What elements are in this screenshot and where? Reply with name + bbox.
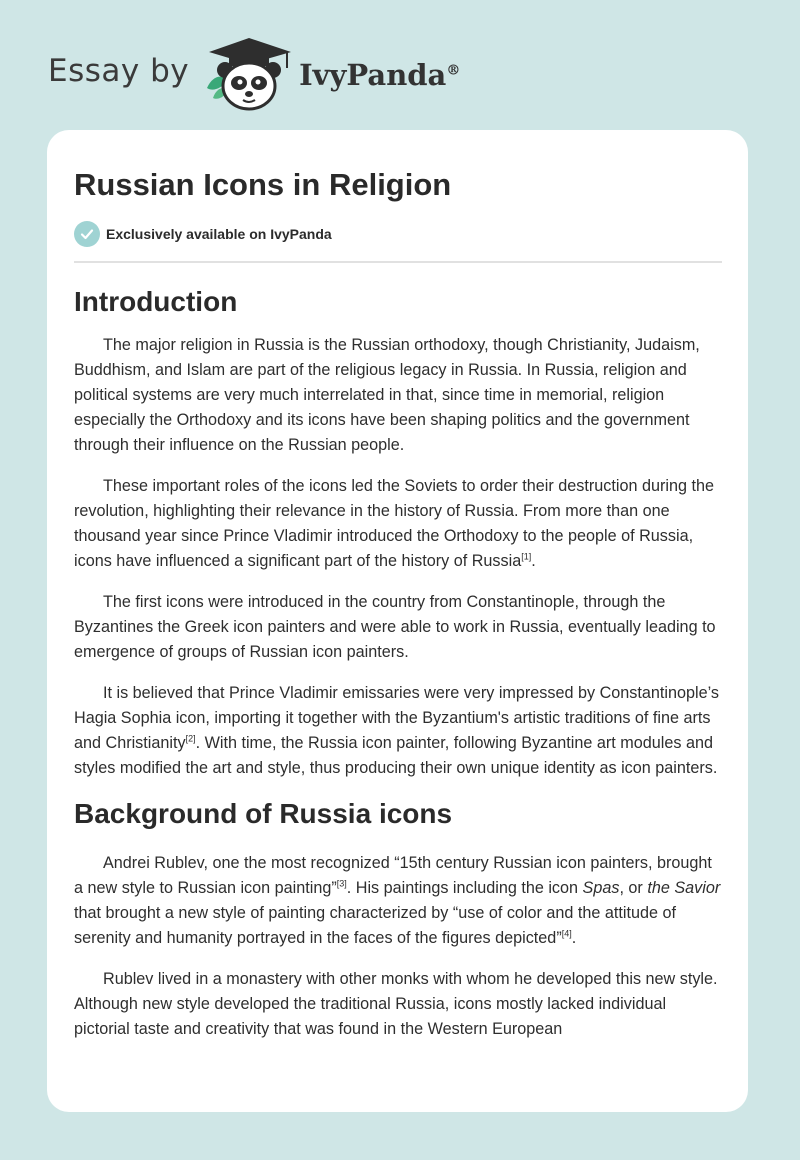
section-heading-background: Background of Russia icons [74, 798, 453, 829]
check-circle-icon [74, 221, 100, 247]
paragraph: These important roles of the icons led the Soviets to order their destruction during the revolution, highlighting their relevance in the history of Russia. From more than one thousand year since Prince Vladimir introduced the Orthodoxy to the people of Russia, icons have influenced a significant part of the history of Russia[1]. [74, 477, 714, 570]
paragraph: Andrei Rublev, one the most recognized “15th century Russian icon painters, brought a new style to Russian icon painting”[3]. His paintings including the icon Spas, or the Savior that brought a new style of painting characterized by “use of color and the attitude of serenity and humanity portrayed in the faces of the figures depicted”[4]. [74, 854, 721, 947]
essay-card [47, 130, 748, 1112]
paragraph: It is believed that Prince Vladimir emissaries were very impressed by Constantinople’s Hagia Sophia icon, importing it together with the Byzantium's artistic traditions of fine arts and Christianity[2]. With time, the Russia icon painter, following Byzantine art modules and styles modified the art and style, thus producing their own unique identity as icon painters. [74, 684, 719, 777]
divider [74, 261, 722, 263]
paragraph: Rublev lived in a monastery with other monks with whom he developed this new style. Although new style developed the traditional Russia, icons mostly lacked individual pictorial taste and creativity that was found in the Western European [74, 970, 718, 1038]
exclusive-badge [74, 221, 722, 247]
footnote-ref-3[interactable]: [3] [336, 878, 347, 889]
essay-by-label: Essay by [48, 53, 190, 89]
panda-graduate-logo-icon[interactable] [203, 36, 295, 112]
brand-name[interactable]: IvyPanda® [299, 58, 461, 92]
paragraph: The major religion in Russia is the Russian orthodoxy, though Christianity, Judaism, Buddhism, and Islam are part of the religious legacy in Russia. In Russia, religion and political systems are very much interrelated in that, since time in memorial, religion especially the Orthodoxy and its icons have been shaping politics and the government through their influence on the Russian people. [74, 336, 700, 454]
page-title: Russian Icons in Religion [74, 167, 452, 202]
paragraph: The first icons were introduced in the country from Constantinople, through the Byzantines the Greek icon painters and were able to work in Russia, eventually leading to emergence of groups of Russian icon painters. [74, 593, 716, 661]
footnote-ref-4[interactable]: [4] [561, 928, 572, 939]
footnote-ref-2[interactable]: [2] [185, 733, 196, 744]
exclusive-badge-label: Exclusively available on IvyPanda [106, 226, 332, 242]
footnote-ref-1[interactable]: [1] [521, 551, 532, 562]
site-header [48, 36, 460, 112]
section-heading-introduction: Introduction [74, 286, 238, 317]
